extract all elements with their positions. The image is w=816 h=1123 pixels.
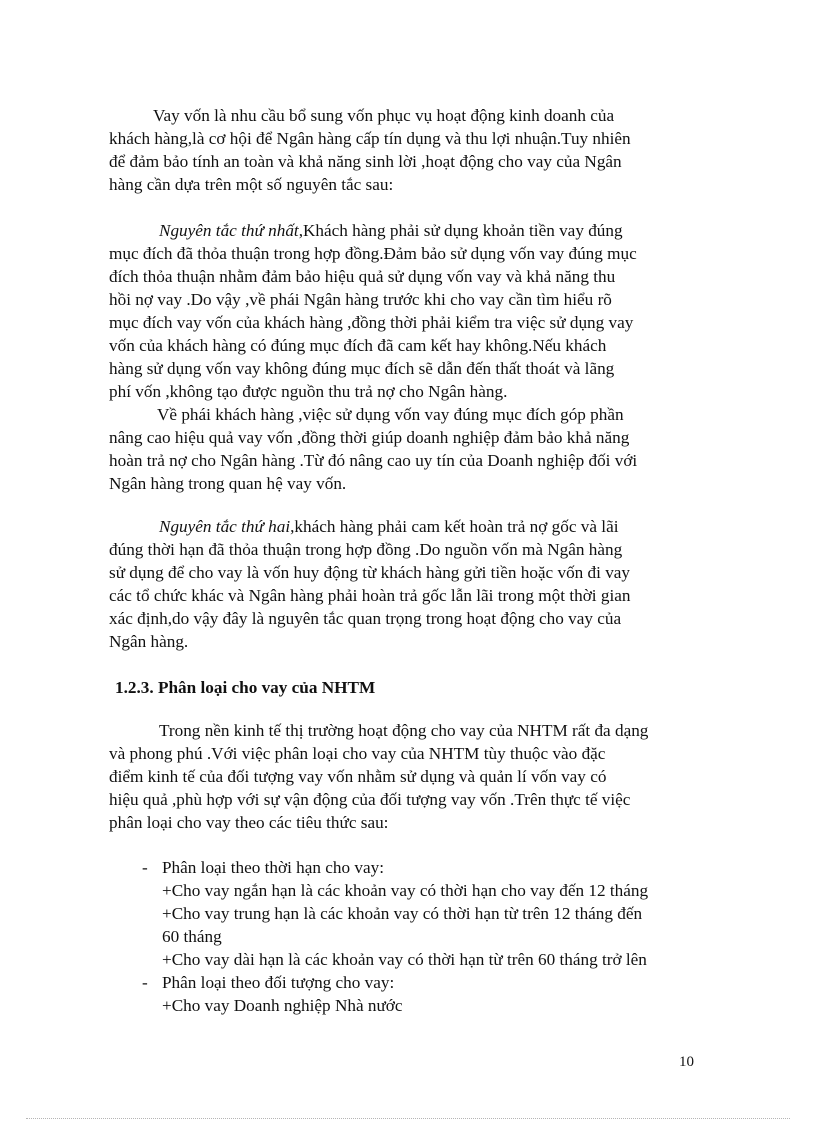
list-item-body (162, 971, 403, 1017)
paragraph-line: hoàn trả nợ cho Ngân hàng .Từ đó nâng cao uy tín của Doanh nghiệp đối với (109, 451, 638, 470)
paragraph-line: điểm kinh tế của đối tượng vay vốn nhằm sử dụng và quản lí vốn vay có (109, 767, 607, 786)
paragraph-classification-intro (109, 719, 648, 834)
list-subline: +Cho vay trung hạn là các khoản vay có thời hạn từ trên 12 tháng đến (162, 904, 643, 923)
paragraph-line: phí vốn ,không tạo được nguồn thu trả nợ cho Ngân hàng. (109, 382, 508, 401)
paragraph-intro (109, 104, 631, 196)
paragraph-line: các tổ chức khác và Ngân hàng phải hoàn trả gốc lẫn lãi trong một thời gian (109, 586, 631, 605)
paragraph-line: Ngân hàng. (109, 632, 189, 651)
paragraph-line: đích thỏa thuận nhằm đảm bảo hiệu quả sử dụng vốn vay và khả năng thu (109, 267, 616, 286)
paragraph-line: hồi nợ vay .Do vậy ,về phái Ngân hàng trước khi cho vay cần tìm hiểu rõ (109, 290, 612, 309)
list-item-title: Phân loại theo đối tượng cho vay: (162, 973, 395, 992)
paragraph-lead-line (109, 515, 630, 538)
paragraph-line: mục đích đã thỏa thuận trong hợp đồng.Đảm bảo sử dụng vốn vay đúng mục (109, 244, 637, 263)
paragraph-line: hàng sử dụng vốn vay không đúng mục đích sẽ dẫn đến thất thoát và lãng (109, 359, 615, 378)
paragraph-line: mục đích vay vốn của khách hàng ,đồng thời phải kiểm tra việc sử dụng vay (109, 313, 634, 332)
list-subline: +Cho vay Doanh nghiệp Nhà nước (162, 996, 403, 1015)
paragraph-principle-1 (109, 219, 637, 403)
paragraph-line: Vay vốn là nhu cầu bổ sung vốn phục vụ hoạt động kinh doanh của (153, 106, 615, 125)
principle-1-label: Nguyên tắc thứ nhất (159, 221, 299, 240)
list-subline: +Cho vay dài hạn là các khoản vay có thời hạn từ trên 60 tháng trở lên (162, 950, 647, 969)
paragraph-lead-line (109, 219, 637, 242)
principle-1-lead-text: ,Khách hàng phải sử dụng khoản tiền vay đúng (298, 221, 623, 240)
paragraph-principle-2 (109, 515, 630, 653)
paragraph-line: vốn của khách hàng có đúng mục đích đã cam kết hay không.Nếu khách (109, 336, 607, 355)
paragraph-line: phân loại cho vay theo các tiêu thức sau: (109, 813, 389, 832)
page-number: 10 (679, 1054, 694, 1070)
list-subline: 60 tháng (162, 927, 222, 946)
page-bottom-divider (26, 1118, 790, 1119)
list-item-title: Phân loại theo thời hạn cho vay: (162, 858, 384, 877)
paragraph-line: hàng cần dựa trên một số nguyên tắc sau: (109, 175, 394, 194)
paragraph-line: hiệu quả ,phù hợp với sự vận động của đối tượng vay vốn .Trên thực tế việc (109, 790, 631, 809)
paragraph-line: sử dụng để cho vay là vốn huy động từ khách hàng gửi tiền hoặc vốn đi vay (109, 563, 631, 582)
paragraph-line: Về phái khách hàng ,việc sử dụng vốn vay đúng mục đích góp phần (157, 405, 624, 424)
paragraph-line: và phong phú .Với việc phân loại cho vay của NHTM tùy thuộc vào đặc (109, 744, 606, 763)
paragraph-line: đúng thời hạn đã thỏa thuận trong hợp đồng .Do nguồn vốn mà Ngân hàng (109, 540, 623, 559)
list-item-body (162, 856, 648, 971)
list-subline: +Cho vay ngắn hạn là các khoản vay có thời hạn cho vay đến 12 tháng (162, 881, 649, 900)
paragraph-line: xác định,do vậy đây là nguyên tắc quan trọng trong hoạt động cho vay của (109, 609, 622, 628)
principle-2-label: Nguyên tắc thứ hai (159, 517, 291, 536)
principle-2-lead-text: ,khách hàng phải cam kết hoàn trả nợ gốc và lãi (290, 517, 619, 536)
paragraph-line: để đảm bảo tính an toàn và khả năng sinh lời ,hoạt động cho vay của Ngân (109, 152, 622, 171)
paragraph-customer-side (109, 403, 637, 495)
list-bullet: - (142, 858, 148, 877)
section-heading: 1.2.3. Phân loại cho vay của NHTM (115, 678, 376, 697)
paragraph-line: nâng cao hiệu quả vay vốn ,đồng thời giúp doanh nghiệp đảm bảo khả năng (109, 428, 630, 447)
list-bullet: - (142, 973, 148, 992)
paragraph-line: khách hàng,là cơ hội để Ngân hàng cấp tín dụng và thu lợi nhuận.Tuy nhiên (109, 129, 631, 148)
paragraph-line: Ngân hàng trong quan hệ vay vốn. (109, 474, 347, 493)
paragraph-line: Trong nền kinh tế thị trường hoạt động cho vay của NHTM rất đa dạng (159, 721, 649, 740)
